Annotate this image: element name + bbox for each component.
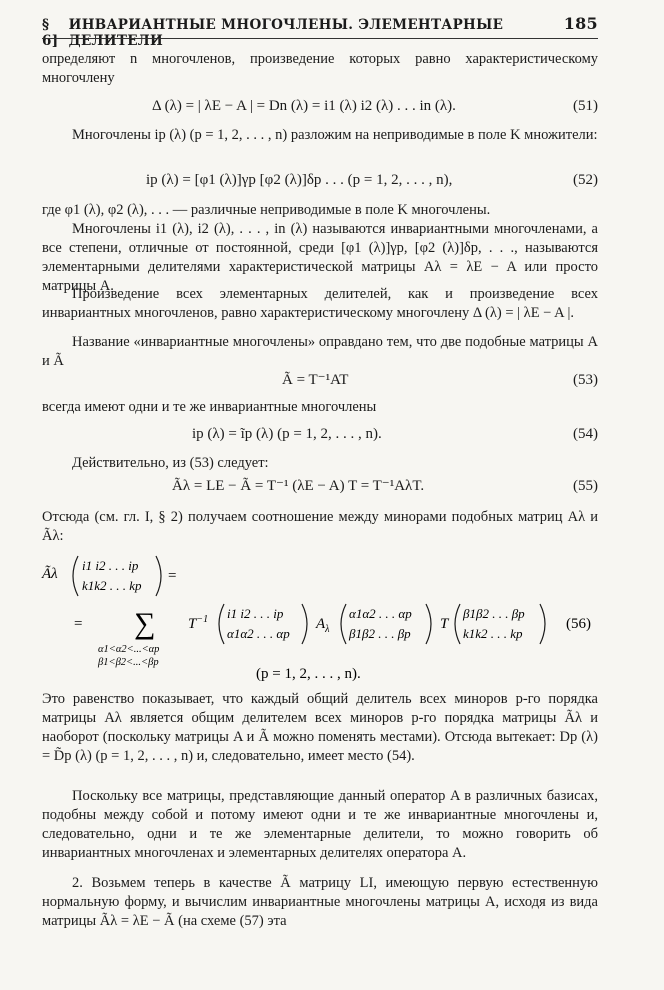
equation-56 — [40, 538, 600, 688]
eq56-range: (p = 1, 2, . . . , n). — [256, 666, 361, 682]
equation-51-number: (51) — [573, 98, 598, 114]
paragraph-3: где φ1 (λ), φ2 (λ), . . . — различные неприводимые в поле K многочлены. — [42, 202, 491, 218]
paragraph-8: Действительно, из (53) следует: — [72, 455, 269, 471]
eq56-m3-top: β1β2 . . . βp — [463, 606, 525, 621]
eq56-lhs-top: i1 i2 . . . ip — [82, 558, 139, 573]
equation-55-number: (55) — [573, 478, 598, 494]
eq56-sum-sub-2: β1<β2<...<βp — [98, 657, 159, 668]
equation-54-number: (54) — [573, 426, 598, 442]
paragraph-10: Это равенство показывает, что каждый общий делитель всех миноров p-го порядка матрицы Aλ является общим делителем всех миноров p-го порядка матрицы Ãλ и наоборот (поскольку матрицы A и Ã можно поменять местами). Отсюда вытекает: Dp (λ) = D̃p (λ) (p = 1, 2, . . . , n) и, следовательно, имеет место (54). — [42, 691, 598, 764]
running-header — [42, 14, 598, 49]
eq56-m1-paren-left — [219, 604, 224, 644]
section-mark: § 6] — [42, 17, 59, 49]
eq56-sum-sub-1: α1<α2<...<αp — [98, 644, 160, 655]
paragraph-7: всегда имеют одни и те же инвариантные многочлены — [42, 399, 377, 415]
equation-51-expr: Δ (λ) = | λE − A | = Dn (λ) = i1 (λ) i2 (λ) . . . in (λ). — [152, 98, 456, 114]
eq56-lhs-paren-left — [73, 556, 78, 596]
eq56-A-lambda: $A_\lambda$ — [316, 616, 330, 635]
eq56-m2-top: α1α2 . . . αp — [349, 606, 412, 621]
equation-54-expr: ip (λ) = ĩp (λ) (p = 1, 2, . . . , n). — [192, 426, 382, 442]
equation-53-expr: Ã = T⁻¹AT — [282, 372, 349, 388]
equation-55-expr: Ãλ = LE − Ã = T⁻¹ (λE − A) T = T⁻¹AλT. — [172, 478, 425, 494]
eq56-m2-paren-right — [426, 604, 431, 644]
equation-56-figure — [40, 538, 600, 688]
paragraph-11: Поскольку все матрицы, представляющие данный оператор A в различных базисах, подобны между собой и потому имеют одни и те же инвариантные многочлены и, следовательно, одни и те же элементарные делители, то можно говорить об инвариантных многочленах и элементарных делителях оператора A. — [42, 788, 598, 861]
eq56-T-inverse: $T^{-1}$ — [188, 614, 209, 632]
eq56-lhs-paren-right — [156, 556, 161, 596]
paragraph-12: 2. Возьмем теперь в качестве Ã матрицу LI, имеющую первую естественную нормальную форму, и вычислим инвариантные многочлены матрицы A, исходя из вида матрицы Ãλ = λE − Ã (на схеме (57) эта — [42, 875, 598, 929]
eq56-m1-bottom: α1α2 . . . αp — [227, 626, 290, 641]
eq56-m3-bottom: k1k2 . . . kp — [463, 626, 523, 641]
eq56-m2-paren-left — [341, 604, 346, 644]
eq56-m1-top: i1 i2 . . . ip — [227, 606, 284, 621]
paragraph-4: Многочлены i1 (λ), i2 (λ), . . . , in (λ) называются инвариантными многочленами, а все степени, отличные от постоянной, среди [φ1 (λ)]γp, [φ2 (λ)]δp, . . ., называются элементарными делителями характеристической матрицы Aλ = λE − A или просто матрицы A. — [42, 221, 598, 294]
equation-52-number: (52) — [573, 172, 598, 188]
eq56-sum-sign: ∑ — [134, 607, 156, 640]
eq56-equals-2: = — [74, 616, 83, 632]
eq56-lhs-bottom: k1k2 . . . kp — [82, 578, 142, 593]
eq56-equals-1: = — [168, 568, 177, 584]
eq56-m3-paren-right — [540, 604, 545, 644]
page-number: 185 — [563, 14, 598, 33]
header-rule — [42, 38, 598, 39]
equation-53-number: (53) — [573, 372, 598, 388]
paragraph-1: определяют n многочленов, произведение которых равно характеристическому многочлену — [42, 51, 598, 86]
eq56-T: T — [440, 616, 449, 632]
eq56-lhs: Ãλ — [42, 566, 58, 582]
eq56-number: (56) — [566, 616, 591, 632]
equation-52-expr: ip (λ) = [φ1 (λ)]γp [φ2 (λ)]δp . . . (p = 1, 2, . . . , n), — [146, 172, 453, 188]
eq56-m1-paren-right — [302, 604, 307, 644]
paragraph-2: Многочлены ip (λ) (p = 1, 2, . . . , n) разложим на неприводимые в поле K множители: — [72, 127, 598, 143]
eq56-m3-paren-left — [455, 604, 460, 644]
header-title: ИНВАРИАНТНЫЕ МНОГОЧЛЕНЫ. ЭЛЕМЕНТАРНЫЕ ДЕЛИТЕЛИ — [68, 17, 504, 49]
paragraph-5: Произведение всех элементарных делителей, как и произведение всех инвариантных многочленов, равно характеристическому многочлену Δ (λ) = | λE − A |. — [42, 286, 598, 321]
paragraph-9: Отсюда (см. гл. I, § 2) получаем соотношение между минорами подобных матриц Aλ и Ãλ: — [42, 509, 598, 544]
paragraph-6: Название «инвариантные многочлены» оправдано тем, что две подобные матрицы A и Ã — [42, 334, 598, 369]
eq56-m2-bottom: β1β2 . . . βp — [349, 626, 411, 641]
